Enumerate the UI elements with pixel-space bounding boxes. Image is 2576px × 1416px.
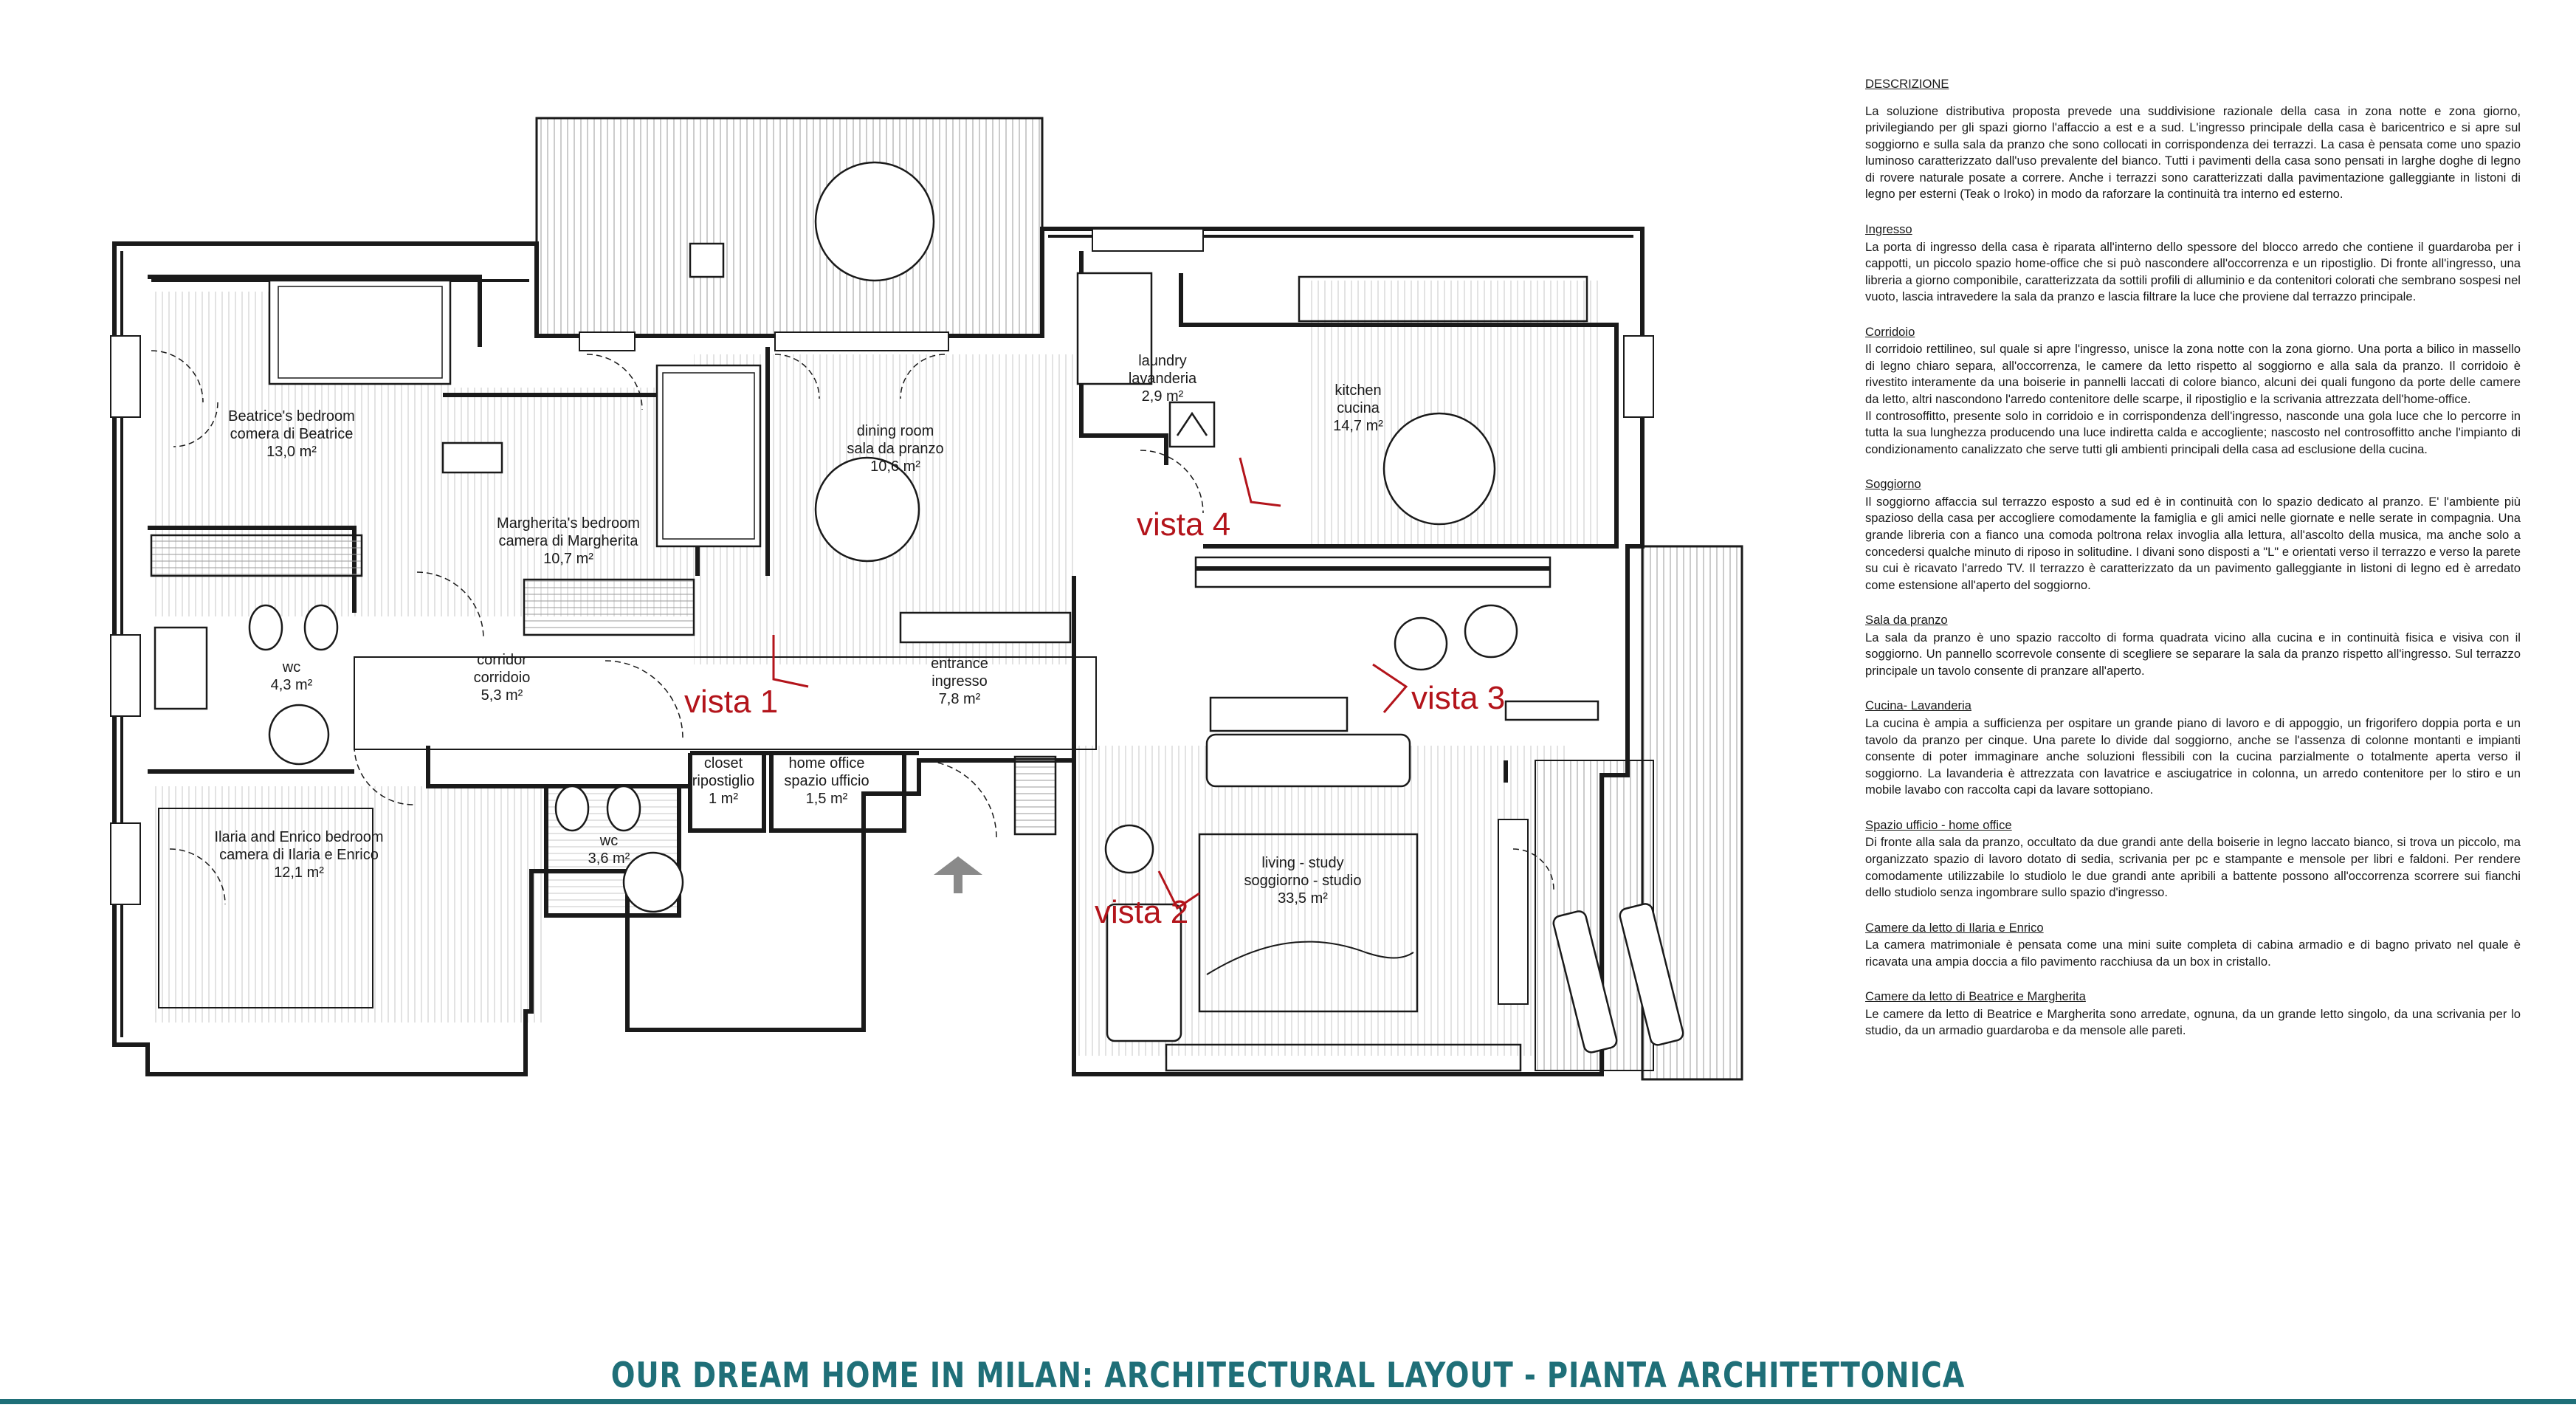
room-label-line: 12,1 m² [274,865,324,881]
bed-beatrice [269,281,450,384]
bed-margherita [657,365,760,546]
vista-label-2: vista 2 [1095,894,1189,930]
room-label-line: lavanderia [1128,371,1197,387]
room-label-line: home office [788,755,865,771]
room-label-line: dining room [856,423,934,439]
entrance-arrow [934,856,982,875]
room-label-line: 4,3 m² [270,677,313,693]
section-text: La sala da pranzo è uno spazio raccolto di forma quadrata vicino alla cucina e in continuità fisica e visiva con il soggiorno. Un pannello scorrevole consente di scegliere se separare la sala da pranzo rispetto all'ingresso. Sul terrazzo principale un tavolo consente di pranzare all'aperto. [1865,630,2521,678]
room-label-corridor [474,652,531,704]
room-label-line: 2,9 m² [1141,388,1184,405]
section-title: Camere da letto di Beatrice e Margherita [1865,989,2086,1004]
description-heading: DESCRIZIONE [1865,77,1949,91]
section-text: Il soggiorno affaccia sul terrazzo esposto a sud ed è in continuità con lo spazio dedicato al pranzo. E' l'ambiente più spazioso della casa per accogliere comodamente la famiglia e gli amici nelle giornate e nelle serate in compagnia. Una grande libreria con a fianco una comoda poltrona relax invoglia alla lettura, all'ascolto della musica, ma anche solo a concedersi qualche minuto di riposo in solitudine. I divani sono disposti a "L" e orientati verso il terrazzo e verso la parete su cui è ricavato l'arredo TV. Il terrazzo è caratterizzato da un pavimento galleggiante in listoni di legno ed è arredato come estensione all'aperto del soggiorno. [1865,494,2521,592]
section-title: Corridoio [1865,324,1915,339]
room-label-line: corridor [477,652,527,668]
section-title: Soggiorno [1865,477,1921,492]
description-panel [1865,76,2521,1058]
room-label-entrance [931,656,988,707]
section-text: Le camere da letto di Beatrice e Margherita sono arredate, ognuna, da un grande letto singolo, da una scrivania per lo studio, da un armadio guardaroba e da mensole alle pareti. [1865,1006,2521,1038]
section-title: Sala da pranzo [1865,613,1948,628]
floor-hatching [151,281,1602,1056]
section-title: Cucina- Lavanderia [1865,698,1971,713]
room-label-line: closet [703,755,743,771]
room-label-line: 14,7 m² [1333,418,1383,434]
room-label-line: laundry [1138,353,1187,369]
room-label-line: cucina [1337,400,1380,416]
vista-label-3: vista 3 [1411,680,1506,716]
room-label-kitchen [1333,382,1383,434]
room-label-line: living - study [1261,855,1344,871]
room-label-line: 10,6 m² [870,458,920,475]
vista-label-4: vista 4 [1137,506,1231,543]
room-label-line: kitchen [1335,382,1382,399]
terrace-north [537,118,1042,336]
room-label-line: 5,3 m² [481,687,523,704]
room-label-line: sala da pranzo [847,441,944,457]
room-label-office [784,755,869,807]
room-label-line: camera di Margherita [498,533,638,549]
room-label-closet [692,755,754,807]
room-label-line: wc [599,833,619,849]
room-label-line: ingresso [931,673,988,690]
room-label-line: 1,5 m² [805,791,848,807]
section-title: Ingresso [1865,221,1912,236]
section-text: La camera matrimoniale è pensata come una mini suite completa di cabina armadio e di bagno privato nel quale è ricavata una ampia doccia a filo pavimento racchiusa da un box in cristallo. [1865,938,2521,969]
room-label-line: wc [282,659,301,676]
description-intro: La soluzione distributiva proposta prevede una suddivisione razionale della casa in zona notte e zona giorno, privilegiando per gli spazi giorno l'affaccio a est e a sud. L'ingresso principale della casa è baricentrico e si apre sul soggiorno e sulla sala da pranzo che sono collocati in corrispondenza dei terrazzi. La casa è pensata come uno spazio luminoso caratterizzato dall'uso prevalente del bianco. Tutti i pavimenti della casa sono pensati in larghe doghe di legno di rovere naturale posate a correre. Anche i terrazzi sono caratterizzati dalla pavimentazione galleggiante in listoni di legno per esterni (Teak o Iroko) in modo da raforzare la continuità tra interno ed esterno. [1865,103,2521,202]
section-text: La cucina è ampia a sufficienza per ospitare un grande piano di lavoro e di appoggio, un frigorifero doppia porta e un tavolo da pranzo per cinque. Una parete lo divide dal soggiorno, anche se l'assenza di colonne montanti e impianti consente di poter immaginare anche soluzioni flessibili con la cucina parzialmente o totalmente aperta verso il soggiorno. La lavanderia è attrezzata con lavatrice e asciugatrice in colonna, un arredo contenitore per lo stiro e un mobile lavabo con raccolta capi da lavare sottopiano. [1865,716,2521,797]
room-label-wc1 [271,659,313,693]
room-label-line: 10,7 m² [543,551,593,567]
room-label-line: Ilaria and Enrico bedroom [214,829,384,845]
room-label-line: 33,5 m² [1278,890,1328,907]
kitchen-table [1384,413,1495,524]
room-label-line: entrance [931,656,988,672]
sofa-main [1207,735,1410,786]
room-label-line: 3,6 m² [588,850,630,867]
section-text: Di fronte alla sala da pranzo, occultato da due grandi ante della boiserie in legno laccato bianco, si trova un piccolo, ma organizzato spazio di lavoro dotato di sedia, scrivania per pc e stampante e mensole per libri e faldoni. Per rendere comodamente utilizzabile lo studiolo le due grandi ante apribili a battente possono all'occorrenza scorrere sui fianchi dello studiolo senza ingombrare sullo spazio d'ingresso. [1865,835,2521,900]
section-text: Il corridoio rettilineo, sul quale si apre l'ingresso, unisce la zona notte con la zona giorno. Una porta a bilico in massello di legno chiaro separa, all'occorrenza, le camere da letto rispetto al soggiorno e alla sala da pranzo. Il corridoio è rivestito interamente da una boiserie in pannelli laccati di colore bianco, alcuni dei quali fungono da porte delle camere da letto, altri nascondono l'arredo contenitore delle scarpe, il ripostiglio e la scrivania attrezzata dell'home-office. Il controsoffitto, presente solo in corridoio e in corrispondenza dell'ingresso, nasconde una gola luce che lo percorre in tutta la sua lunghezza producendo una luce indiretta calda e accogliente; nascosto nel controsoffitto anche l'impianto di condizionamento canalizzato che serve tutti gli ambienti principali della casa ad esclusione della cucina. [1865,342,2521,456]
room-label-line: Margherita's bedroom [497,515,640,532]
title-underline [0,1399,2576,1404]
room-label-line: corridoio [473,670,531,686]
room-label-line: spazio ufficio [784,773,869,789]
room-label-laundry [1129,353,1197,405]
description-sections [1865,221,2521,1039]
room-label-line: 1 m² [709,791,738,807]
room-label-line: comera di Beatrice [230,426,354,442]
section-text: La porta di ingresso della casa è riparata all'interno dello spessore del blocco arredo che contiene il guardaroba per i cappotti, un piccolo spazio home-office che si può nascondere all'occorrenza e un ripostiglio. Di fronte all'ingresso, una libreria a giorno componibile, caratterizzata da sottili profili di alluminio e da contenitori colorati che sembrano sospesi nel vuoto, lascia intravedere la sala da pranzo e lascia filtrare la luce che proviene dal terrazzo principale. [1865,239,2521,304]
room-label-line: 13,0 m² [266,444,317,460]
room-label-line: soggiorno - studio [1244,873,1362,889]
room-label-line: 7,8 m² [938,691,981,707]
room-label-line: Beatrice's bedroom [228,408,355,425]
page-title: OUR DREAM HOME IN MILAN: ARCHITECTURAL LAYOUT - PIANTA ARCHITETTONICA [610,1355,1966,1396]
vista-label-1: vista 1 [684,684,779,720]
section-title: Spazio ufficio - home office [1865,817,2012,832]
room-label-line: camera di Ilaria e Enrico [219,847,379,863]
room-label-line: ripostiglio [692,773,755,789]
section-title: Camere da letto di Ilaria e Enrico [1865,920,2044,935]
terrace-table [816,162,934,281]
